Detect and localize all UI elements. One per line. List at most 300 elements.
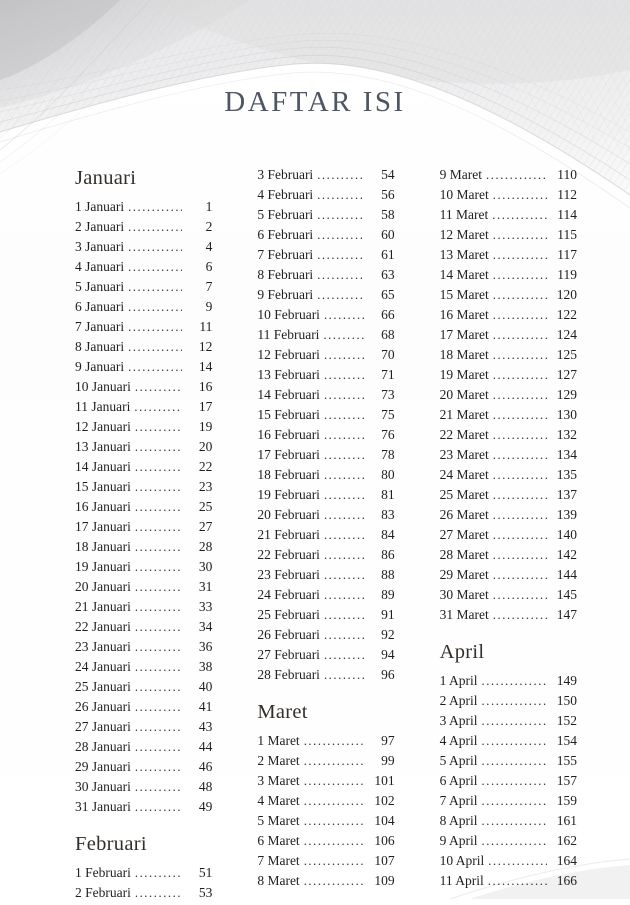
dot-leader — [482, 833, 547, 849]
toc-entry — [257, 547, 394, 567]
dot-leader — [492, 207, 547, 223]
dot-leader — [304, 753, 365, 769]
toc-entry-page: 66 — [381, 307, 395, 322]
dot-leader — [128, 339, 182, 355]
toc-entry-label: 22 Januari — [75, 619, 131, 634]
toc-entry — [440, 267, 577, 287]
toc-entry-page: 81 — [381, 487, 395, 502]
toc-entry — [440, 367, 577, 387]
toc-entry — [440, 287, 577, 307]
toc-entry-page: 162 — [556, 833, 577, 848]
toc-entry — [257, 487, 394, 507]
toc-entry — [440, 467, 577, 487]
toc-entry — [440, 307, 577, 327]
dot-leader — [128, 239, 182, 255]
dot-leader — [493, 527, 547, 543]
toc-entry-page: 65 — [381, 287, 395, 302]
toc-entry-label: 12 Januari — [75, 419, 131, 434]
toc-entry — [75, 259, 212, 279]
dot-leader — [135, 699, 182, 715]
toc-entry-label: 15 Januari — [75, 479, 131, 494]
toc-entry-page: 11 — [199, 319, 213, 334]
dot-leader — [323, 327, 364, 343]
toc-entry — [75, 499, 212, 519]
toc-entry-page: 164 — [556, 853, 577, 868]
dot-leader — [493, 607, 547, 623]
toc-entry-page: 91 — [381, 607, 395, 622]
toc-entry-label: 13 Februari — [257, 367, 320, 382]
toc-entry — [257, 647, 394, 667]
dot-leader — [493, 467, 547, 483]
toc-entry-page: 27 — [198, 519, 213, 534]
toc-entry — [257, 307, 394, 327]
dot-leader — [324, 547, 365, 563]
dot-leader — [482, 713, 547, 729]
dot-leader — [324, 527, 365, 543]
dot-leader — [135, 519, 182, 535]
toc-column-3 — [440, 167, 577, 905]
dot-leader — [493, 427, 547, 443]
toc-entry-page: 102 — [374, 793, 395, 808]
toc-entry — [75, 439, 212, 459]
toc-entry-page: 119 — [557, 267, 577, 282]
toc-entry-page: 2 — [205, 219, 213, 234]
toc-entry — [75, 279, 212, 299]
toc-entry — [75, 739, 212, 759]
toc-entry-page: 58 — [381, 207, 395, 222]
toc-entry — [257, 187, 394, 207]
dot-leader — [324, 587, 365, 603]
toc-entry-label: 7 Maret — [257, 853, 300, 868]
toc-entry-page: 101 — [374, 773, 395, 788]
toc-entry — [440, 327, 577, 347]
toc-entry — [75, 799, 212, 819]
dot-leader — [493, 447, 547, 463]
dot-leader — [304, 813, 365, 829]
toc-entry-label: 24 Februari — [257, 587, 320, 602]
toc-entry — [257, 753, 394, 773]
toc-entry-page: 22 — [198, 459, 213, 474]
toc-entry-label: 11 April — [439, 873, 484, 888]
toc-entry-label: 6 April — [439, 773, 478, 788]
toc-entry-label: 13 Januari — [75, 439, 131, 454]
toc-entry-page: 17 — [198, 399, 213, 414]
toc-entry-label: 23 Februari — [257, 567, 320, 582]
toc-entry-label: 5 Februari — [257, 207, 314, 222]
toc-entry-page: 68 — [381, 327, 395, 342]
toc-entry-page: 107 — [374, 853, 395, 868]
toc-entry — [440, 733, 577, 753]
toc-entry-label: 31 Januari — [75, 799, 131, 814]
toc-entry-page: 31 — [198, 579, 213, 594]
dot-leader — [493, 307, 547, 323]
toc-entry-label: 30 Maret — [439, 587, 489, 602]
toc-entry-label: 5 Januari — [75, 279, 125, 294]
toc-entry-page: 33 — [198, 599, 213, 614]
dot-leader — [317, 287, 364, 303]
toc-entry-label: 4 Januari — [75, 259, 125, 274]
toc-entry-page: 75 — [381, 407, 395, 422]
toc-entry-label: 9 Maret — [439, 167, 483, 182]
page-title: DAFTAR ISI — [224, 86, 406, 118]
toc-entry — [75, 865, 212, 885]
dot-leader — [486, 167, 547, 183]
toc-entry — [440, 387, 577, 407]
toc-entry-page: 150 — [556, 693, 577, 708]
toc-entry-page: 80 — [381, 467, 395, 482]
toc-entry-label: 11 Februari — [257, 327, 320, 342]
toc-entry-page: 71 — [381, 367, 395, 382]
dot-leader — [493, 567, 547, 583]
dot-leader — [493, 507, 547, 523]
dot-leader — [317, 167, 364, 183]
toc-entry-page: 40 — [198, 679, 213, 694]
dot-leader — [324, 607, 365, 623]
dot-leader — [324, 667, 365, 683]
toc-entry-label: 3 Januari — [75, 239, 125, 254]
toc-entry — [75, 199, 212, 219]
toc-entry-page: 12 — [198, 339, 213, 354]
toc-entry-page: 124 — [556, 327, 577, 342]
toc-entry — [440, 753, 577, 773]
dot-leader — [304, 853, 365, 869]
toc-entry — [440, 347, 577, 367]
dot-leader — [317, 267, 364, 283]
toc-entry-page: 63 — [381, 267, 395, 282]
dot-leader — [324, 647, 365, 663]
toc-entry — [75, 359, 212, 379]
toc-entry — [257, 873, 394, 893]
dot-leader — [324, 407, 365, 423]
toc-entry — [75, 779, 212, 799]
toc-entry-label: 31 Maret — [439, 607, 489, 622]
dot-leader — [135, 759, 182, 775]
toc-entry-page: 122 — [556, 307, 577, 322]
toc-entry-label: 6 Januari — [75, 299, 125, 314]
toc-entry-label: 16 Februari — [257, 427, 320, 442]
toc-entry-page: 48 — [198, 779, 213, 794]
toc-entry — [257, 773, 394, 793]
month-heading: April — [439, 641, 485, 663]
toc-entry — [440, 673, 577, 693]
toc-entry-page: 76 — [381, 427, 395, 442]
toc-entry — [257, 527, 394, 547]
dot-leader — [128, 359, 182, 375]
toc-entry-label: 8 April — [439, 813, 478, 828]
dot-leader — [317, 187, 364, 203]
dot-leader — [324, 447, 365, 463]
toc-entry-page: 144 — [556, 567, 577, 582]
toc-entry — [75, 239, 212, 259]
toc-entry — [440, 607, 577, 627]
toc-entry-label: 10 Maret — [439, 187, 489, 202]
toc-entry-page: 152 — [556, 713, 577, 728]
dot-leader — [128, 299, 182, 315]
toc-entry-page: 125 — [556, 347, 577, 362]
dot-leader — [482, 733, 547, 749]
month-heading: Januari — [75, 167, 137, 189]
toc-column-2 — [257, 167, 394, 905]
dot-leader — [493, 387, 547, 403]
toc-entry-page: 61 — [381, 247, 395, 262]
dot-leader — [304, 793, 365, 809]
toc-entry-page: 127 — [556, 367, 577, 382]
toc-entry-label: 16 Januari — [75, 499, 131, 514]
toc-entry-page: 135 — [556, 467, 577, 482]
toc-entry-label: 20 Maret — [439, 387, 489, 402]
toc-entry-page: 110 — [557, 167, 577, 182]
toc-entry-label: 1 Maret — [257, 733, 300, 748]
dot-leader — [135, 779, 182, 795]
toc-entry — [257, 587, 394, 607]
dot-leader — [135, 559, 182, 575]
toc-entry-label: 25 Maret — [439, 487, 489, 502]
toc-entry-label: 5 April — [439, 753, 478, 768]
toc-entry-page: 41 — [198, 699, 213, 714]
dot-leader — [482, 813, 547, 829]
toc-entry-label: 20 Januari — [75, 579, 131, 594]
toc-entry-label: 4 Februari — [257, 187, 314, 202]
toc-entry — [257, 507, 394, 527]
toc-entry-label: 12 Maret — [439, 227, 489, 242]
toc-entry-label: 25 Januari — [75, 679, 131, 694]
dot-leader — [488, 853, 547, 869]
toc-column-1 — [75, 167, 212, 905]
toc-entry-label: 4 Maret — [257, 793, 300, 808]
toc-entry — [75, 619, 212, 639]
toc-entry — [440, 527, 577, 547]
toc-entry-page: 20 — [198, 439, 213, 454]
dot-leader — [135, 599, 182, 615]
toc-entry — [75, 559, 212, 579]
toc-entry-label: 26 Maret — [439, 507, 489, 522]
toc-entry-label: 4 April — [439, 733, 478, 748]
toc-columns — [75, 167, 577, 905]
toc-entry — [440, 713, 577, 733]
toc-entry-page: 9 — [205, 299, 213, 314]
toc-entry-page: 49 — [198, 799, 213, 814]
toc-entry-page: 142 — [556, 547, 577, 562]
dot-leader — [128, 319, 182, 335]
dot-leader — [493, 267, 547, 283]
toc-entry — [75, 479, 212, 499]
toc-entry-label: 7 Februari — [257, 247, 314, 262]
toc-entry-page: 14 — [198, 359, 213, 374]
toc-entry-label: 29 Maret — [439, 567, 489, 582]
toc-entry — [257, 267, 394, 287]
toc-entry — [440, 427, 577, 447]
toc-entry — [75, 399, 212, 419]
dot-leader — [324, 387, 365, 403]
toc-entry-label: 21 Januari — [75, 599, 131, 614]
dot-leader — [317, 207, 364, 223]
toc-entry-label: 20 Februari — [257, 507, 320, 522]
toc-entry-label: 16 Maret — [439, 307, 489, 322]
toc-entry-page: 115 — [557, 227, 577, 242]
toc-entry — [440, 447, 577, 467]
toc-entry-page: 1 — [205, 199, 213, 214]
dot-leader — [482, 753, 547, 769]
toc-entry-page: 94 — [381, 647, 395, 662]
toc-entry-page: 7 — [205, 279, 213, 294]
month-heading: Maret — [257, 701, 308, 723]
toc-entry — [440, 793, 577, 813]
dot-leader — [493, 327, 547, 343]
toc-entry — [440, 693, 577, 713]
dot-leader — [324, 467, 365, 483]
toc-entry-page: 106 — [374, 833, 395, 848]
dot-leader — [482, 793, 547, 809]
toc-entry — [75, 219, 212, 239]
toc-entry-page: 84 — [381, 527, 395, 542]
toc-entry-label: 1 Februari — [75, 865, 131, 880]
toc-entry-label: 15 Maret — [439, 287, 489, 302]
toc-entry-page: 70 — [381, 347, 395, 362]
toc-entry-label: 1 April — [439, 673, 478, 688]
toc-entry-page: 140 — [556, 527, 577, 542]
dot-leader — [324, 487, 365, 503]
toc-entry-label: 24 Januari — [75, 659, 131, 674]
toc-entry-label: 8 Februari — [257, 267, 314, 282]
toc-entry-label: 7 Januari — [75, 319, 125, 334]
toc-entry-page: 99 — [381, 753, 395, 768]
dot-leader — [482, 673, 547, 689]
toc-entry-page: 25 — [198, 499, 213, 514]
toc-entry-page: 114 — [557, 207, 577, 222]
toc-entry — [257, 793, 394, 813]
toc-entry-page: 137 — [556, 487, 577, 502]
toc-entry-page: 51 — [198, 865, 213, 880]
toc-entry-page: 92 — [381, 627, 395, 642]
dot-leader — [135, 659, 182, 675]
toc-entry — [440, 407, 577, 427]
toc-entry-label: 8 Maret — [257, 873, 300, 888]
dot-leader — [304, 773, 365, 789]
toc-entry — [440, 167, 577, 187]
toc-entry-label: 17 Februari — [257, 447, 320, 462]
toc-entry — [75, 639, 212, 659]
toc-entry — [440, 227, 577, 247]
toc-entry — [257, 813, 394, 833]
toc-entry-label: 28 Februari — [257, 667, 320, 682]
toc-entry — [440, 813, 577, 833]
toc-entry-page: 30 — [198, 559, 213, 574]
toc-entry — [440, 587, 577, 607]
dot-leader — [324, 627, 365, 643]
toc-entry-page: 104 — [374, 813, 395, 828]
toc-entry — [257, 407, 394, 427]
toc-entry — [257, 247, 394, 267]
toc-entry-label: 19 Februari — [257, 487, 320, 502]
toc-entry-label: 19 Maret — [439, 367, 489, 382]
toc-entry — [75, 699, 212, 719]
toc-entry-page: 16 — [198, 379, 213, 394]
toc-entry-page: 159 — [556, 793, 577, 808]
dot-leader — [135, 459, 182, 475]
toc-entry — [75, 539, 212, 559]
dot-leader — [482, 773, 547, 789]
toc-entry-label: 6 Maret — [257, 833, 300, 848]
toc-entry-label: 9 Februari — [257, 287, 314, 302]
dot-leader — [128, 219, 182, 235]
toc-entry-page: 97 — [381, 733, 395, 748]
toc-entry-page: 19 — [198, 419, 213, 434]
toc-entry-label: 2 April — [439, 693, 478, 708]
dot-leader — [493, 347, 547, 363]
toc-entry-page: 161 — [556, 813, 577, 828]
toc-entry — [75, 885, 212, 905]
toc-entry-page: 89 — [381, 587, 395, 602]
toc-entry-page: 86 — [381, 547, 395, 562]
dot-leader — [304, 733, 365, 749]
dot-leader — [135, 739, 182, 755]
toc-entry-label: 7 April — [439, 793, 478, 808]
toc-entry-label: 17 Maret — [439, 327, 489, 342]
toc-entry-label: 10 April — [439, 853, 485, 868]
toc-entry — [440, 853, 577, 873]
toc-entry — [75, 719, 212, 739]
toc-entry-label: 13 Maret — [439, 247, 489, 262]
dot-leader — [493, 247, 547, 263]
toc-entry-page: 147 — [556, 607, 577, 622]
toc-entry — [257, 207, 394, 227]
dot-leader — [488, 873, 547, 889]
dot-leader — [135, 639, 182, 655]
toc-entry-page: 120 — [556, 287, 577, 302]
toc-entry-label: 27 Februari — [257, 647, 320, 662]
toc-entry — [257, 833, 394, 853]
toc-entry-page: 129 — [556, 387, 577, 402]
toc-entry-label: 18 Januari — [75, 539, 131, 554]
dot-leader — [128, 259, 182, 275]
dot-leader — [493, 227, 547, 243]
toc-entry-label: 26 Januari — [75, 699, 131, 714]
toc-entry-page: 132 — [556, 427, 577, 442]
toc-entry-page: 145 — [556, 587, 577, 602]
toc-entry — [440, 207, 577, 227]
toc-entry-label: 3 Maret — [257, 773, 300, 788]
dot-leader — [135, 419, 182, 435]
toc-entry-page: 4 — [205, 239, 213, 254]
toc-entry-page: 139 — [556, 507, 577, 522]
toc-entry — [75, 299, 212, 319]
toc-entry-label: 15 Februari — [257, 407, 320, 422]
dot-leader — [128, 279, 182, 295]
toc-entry — [257, 287, 394, 307]
dot-leader — [135, 679, 182, 695]
toc-entry-label: 22 Maret — [439, 427, 489, 442]
dot-leader — [135, 719, 182, 735]
toc-entry — [75, 519, 212, 539]
dot-leader — [317, 227, 364, 243]
toc-entry-label: 21 Maret — [439, 407, 489, 422]
toc-entry-label: 9 Januari — [75, 359, 125, 374]
toc-entry-label: 1 Januari — [75, 199, 125, 214]
toc-entry-page: 60 — [381, 227, 395, 242]
toc-entry-page: 149 — [556, 673, 577, 688]
toc-entry-label: 18 Maret — [439, 347, 489, 362]
toc-entry — [75, 379, 212, 399]
toc-entry — [440, 487, 577, 507]
toc-entry — [257, 367, 394, 387]
toc-entry-label: 11 Maret — [439, 207, 489, 222]
dot-leader — [493, 487, 547, 503]
toc-entry — [257, 567, 394, 587]
toc-entry-page: 28 — [198, 539, 213, 554]
dot-leader — [324, 307, 365, 323]
toc-entry-label: 21 Februari — [257, 527, 320, 542]
toc-entry-label: 2 Februari — [75, 885, 131, 900]
